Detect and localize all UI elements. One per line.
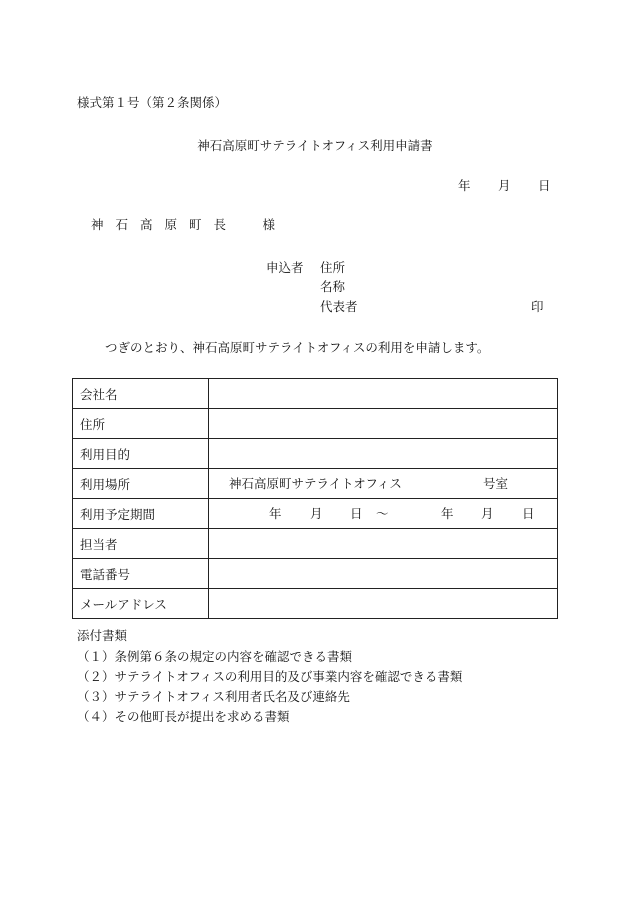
period-field[interactable] — [209, 499, 558, 529]
application-statement: つぎのとおり、神石高原町サテライトオフィスの利用を申請します。 — [105, 340, 490, 355]
contact-person-field[interactable] — [209, 529, 558, 559]
attachment-item: （２）サテライトオフィスの利用目的及び事業内容を確認できる書類 — [77, 669, 463, 684]
row-label-address: 住所 — [73, 409, 209, 439]
applicant-name-label: 名称 — [320, 279, 346, 294]
attachment-item: （４）その他町長が提出を求める書類 — [77, 709, 290, 724]
table-row — [73, 409, 558, 439]
application-table — [72, 378, 558, 619]
row-label-purpose: 利用目的 — [73, 439, 209, 469]
period-start-day: 日 — [350, 506, 363, 521]
period-start-year: 年 — [269, 506, 282, 521]
form-number: 様式第１号（第２条関係） — [77, 95, 228, 110]
table-row — [73, 589, 558, 619]
address-field[interactable] — [209, 409, 558, 439]
email-field[interactable] — [209, 589, 558, 619]
table-row — [73, 379, 558, 409]
company-name-field[interactable] — [209, 379, 558, 409]
period-start-month: 月 — [310, 506, 323, 521]
location-field[interactable] — [209, 469, 558, 499]
table-row — [73, 499, 558, 529]
attachment-item: （３）サテライトオフィス利用者氏名及び連絡先 — [77, 689, 350, 704]
table-row — [73, 439, 558, 469]
row-label-contact-person: 担当者 — [73, 529, 209, 559]
period-tilde: ～ — [376, 506, 389, 521]
addressee: 神石高原町長 様 — [91, 217, 288, 232]
row-label-company: 会社名 — [73, 379, 209, 409]
row-label-period: 利用予定期間 — [73, 499, 209, 529]
period-end-month: 月 — [481, 506, 494, 521]
phone-field[interactable] — [209, 559, 558, 589]
row-label-phone: 電話番号 — [73, 559, 209, 589]
table-row — [73, 559, 558, 589]
room-suffix: 号室 — [483, 476, 509, 491]
date-day-label: 日 — [538, 178, 551, 193]
applicant-label: 申込者 — [266, 260, 304, 275]
table-row — [73, 469, 558, 499]
document-title: 神石高原町サテライトオフィス利用申請書 — [197, 138, 433, 153]
office-name: 神石高原町サテライトオフィス — [229, 476, 402, 491]
applicant-address-label: 住所 — [320, 260, 346, 275]
table-row — [73, 529, 558, 559]
attachments-title: 添付書類 — [77, 628, 128, 643]
date-year-label: 年 — [458, 178, 471, 193]
attachment-item: （１）条例第６条の規定の内容を確認できる書類 — [77, 649, 353, 664]
seal-mark: 印 — [531, 299, 544, 314]
row-label-location: 利用場所 — [73, 469, 209, 499]
date-month-label: 月 — [498, 178, 511, 193]
purpose-field[interactable] — [209, 439, 558, 469]
applicant-representative-label: 代表者 — [320, 299, 358, 314]
period-end-year: 年 — [441, 506, 454, 521]
row-label-email: メールアドレス — [73, 589, 209, 619]
period-end-day: 日 — [522, 506, 535, 521]
